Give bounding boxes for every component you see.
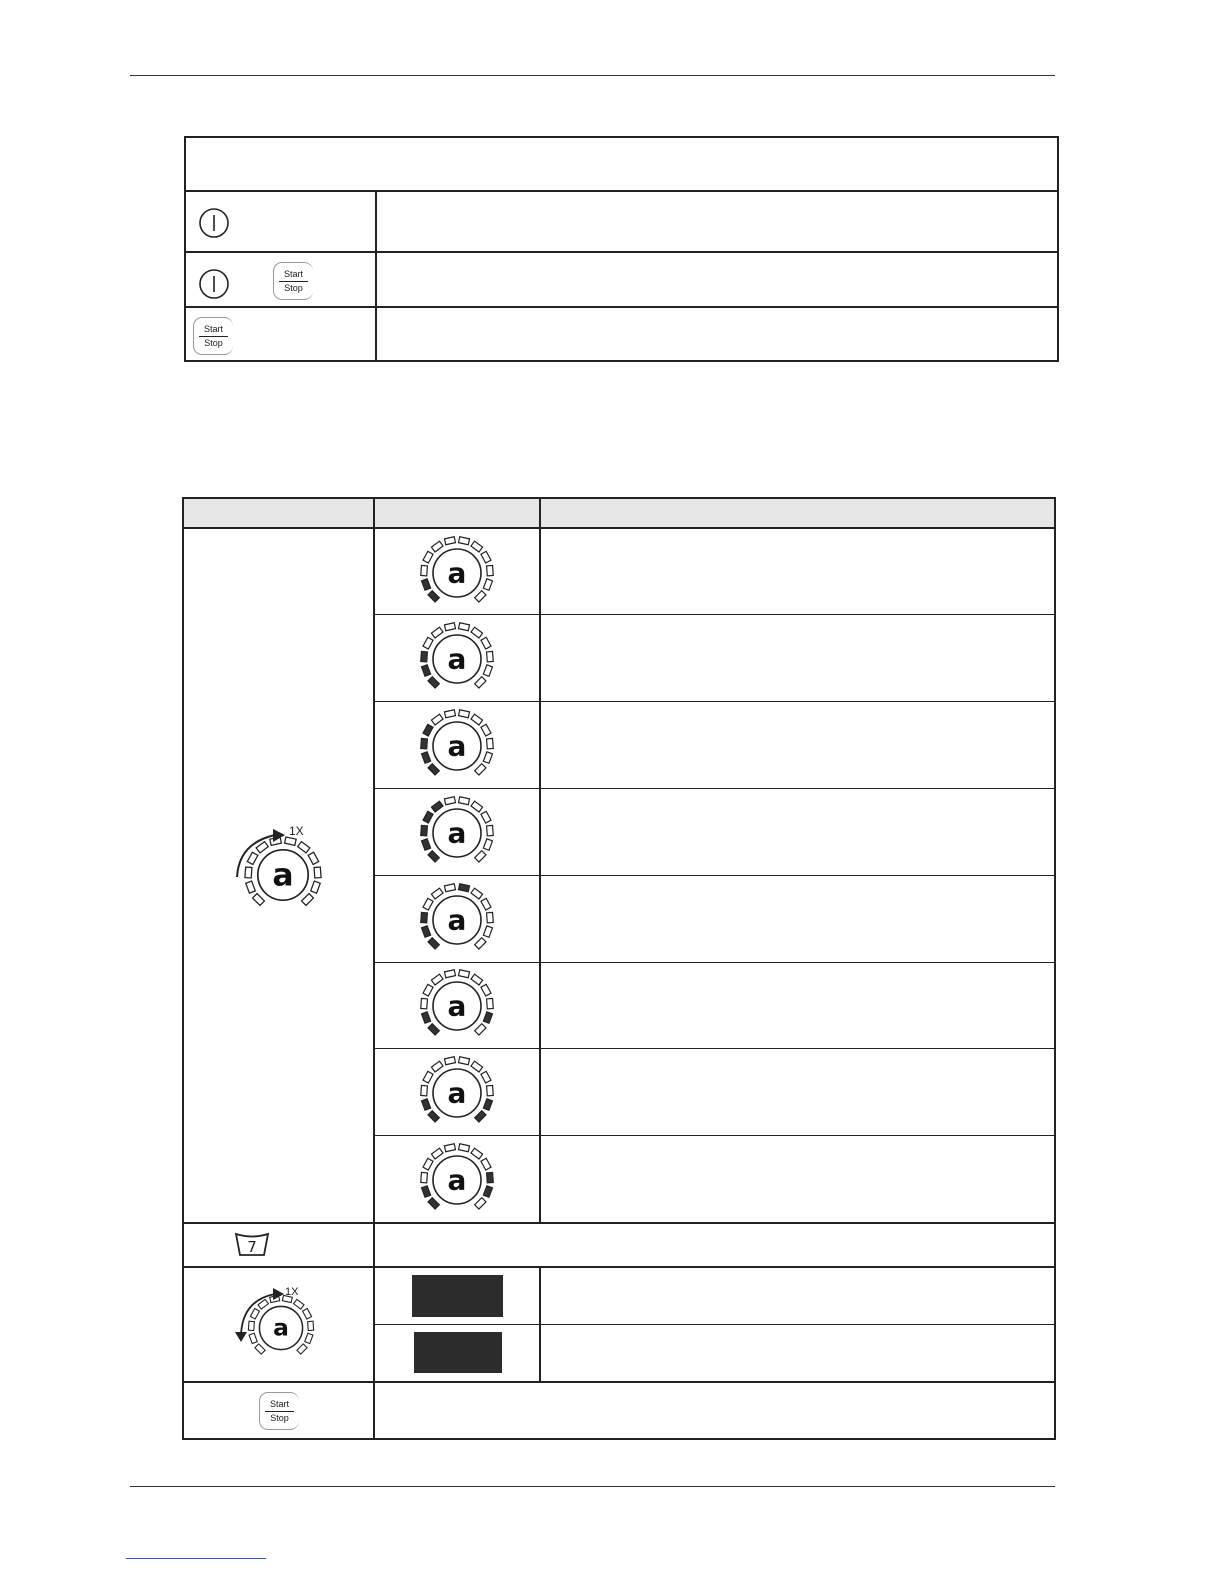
dial-segment: [487, 825, 494, 835]
dial-segment: [294, 1299, 304, 1309]
dial-segment: [481, 898, 491, 910]
dial-segment: [285, 837, 297, 845]
dial-segment: [458, 970, 469, 978]
table-2-row-line: [182, 1266, 1056, 1268]
dial-segment: [314, 867, 321, 878]
dial-segment: [444, 623, 455, 631]
dial-segment: [458, 1057, 469, 1065]
dial-segment: [421, 825, 428, 835]
table-2-header-line: [182, 527, 1056, 529]
dial-segment: [423, 1071, 433, 1083]
wash-tub-7-icon: [234, 1230, 270, 1258]
dial-segment: [428, 677, 439, 688]
dial-segment: [444, 884, 455, 892]
dial-segment: [471, 627, 483, 638]
top-rule: [130, 75, 1055, 76]
start-stop-button-icon: [259, 1392, 299, 1430]
dial-segment: [428, 1111, 439, 1122]
dial-segment: [421, 565, 428, 575]
dial-segment: [475, 1198, 486, 1209]
dial-segment: [422, 752, 431, 763]
dial-segment: [487, 738, 494, 748]
dial-segment: [458, 797, 469, 805]
dial-segment: [421, 998, 428, 1008]
dial-glyph: a: [447, 903, 467, 937]
dial-glyph: a: [447, 989, 467, 1023]
dial-glyph: a: [447, 816, 467, 850]
dial-segment: [431, 627, 443, 638]
wash-tub-number: 7: [247, 1238, 257, 1256]
table-1-row-line: [184, 190, 1059, 192]
start-label: Start: [265, 1393, 294, 1412]
dial-segment: [423, 984, 433, 996]
dial-segment: [487, 565, 494, 575]
dial-segment: [297, 1344, 307, 1354]
stop-label: Stop: [284, 283, 303, 293]
dial-segment: [475, 851, 486, 862]
dial-segment: [481, 1158, 491, 1170]
table-2-row-line: [374, 875, 1056, 876]
dial-segment: [471, 1061, 483, 1072]
table-2-col-line: [373, 497, 375, 1440]
dial-segment: [431, 1148, 443, 1159]
dial-indicator-icon: [416, 965, 498, 1047]
dial-segment: [431, 541, 443, 552]
footer-link-underline[interactable]: [126, 1558, 266, 1559]
stop-label: Stop: [204, 338, 223, 348]
dial-segment: [423, 1158, 433, 1170]
dial-segment: [302, 894, 314, 906]
dial-segment: [247, 852, 258, 864]
dial-segment: [475, 764, 486, 775]
dial-segment: [444, 1057, 455, 1065]
dial-turn-label: 1X: [289, 824, 304, 838]
table-1: [184, 136, 1059, 362]
dial-segment: [458, 1144, 469, 1152]
dial-segment: [422, 1099, 431, 1110]
start-stop-button-icon: [273, 262, 313, 300]
table-2-row-line: [374, 614, 1056, 615]
dial-segment: [444, 710, 455, 718]
start-label: Start: [279, 263, 308, 282]
dial-segment: [422, 665, 431, 676]
dial-segment: [458, 884, 469, 892]
dial-segment: [256, 842, 268, 853]
dial-segment: [431, 801, 443, 812]
dial-segment: [471, 714, 483, 725]
table-2-row-line: [182, 1222, 1056, 1224]
table-1-row-line: [184, 306, 1059, 308]
dial-segment: [423, 551, 433, 563]
dial-segment: [475, 938, 486, 949]
dial-glyph: a: [447, 1163, 467, 1197]
display-panel: [414, 1332, 502, 1373]
dial-segment: [258, 1299, 268, 1309]
dial-segment: [471, 1148, 483, 1159]
dial-segment: [483, 752, 492, 763]
dial-segment: [423, 811, 433, 823]
dial-segment: [249, 1333, 257, 1343]
dial-segment: [481, 811, 491, 823]
dial-segment: [481, 637, 491, 649]
dial-segment: [423, 724, 433, 736]
dial-segment: [481, 1071, 491, 1083]
dial-segment: [428, 764, 439, 775]
dial-glyph: a: [272, 857, 294, 894]
dial-segment: [421, 1172, 428, 1182]
dial-segment: [421, 912, 428, 922]
dial-segment: [428, 591, 439, 602]
table-1-row-line: [184, 251, 1059, 253]
dial-segment: [475, 591, 486, 602]
power-icon: [198, 268, 230, 300]
table-2-row-line: [374, 788, 1056, 789]
dial-segment: [471, 888, 483, 899]
dial-segment: [421, 738, 428, 748]
dial-segment: [481, 551, 491, 563]
dial-segment: [245, 867, 252, 878]
dial-segment: [487, 998, 494, 1008]
dial-indicator-icon: [416, 1139, 498, 1221]
program-dial-icon: [233, 1280, 328, 1375]
dial-segment: [483, 665, 492, 676]
dial-segment: [483, 839, 492, 850]
table-2-row-line: [374, 1048, 1056, 1049]
dial-segment: [311, 881, 321, 893]
dial-glyph: a: [273, 1313, 289, 1342]
dial-segment: [303, 1309, 312, 1319]
dial-segment: [423, 898, 433, 910]
dial-segment: [305, 1333, 313, 1343]
dial-segment: [487, 912, 494, 922]
dial-segment: [444, 970, 455, 978]
dial-glyph: a: [447, 556, 467, 590]
dial-segment: [428, 1024, 439, 1035]
display-panel: [412, 1275, 503, 1317]
dial-segment: [431, 1061, 443, 1072]
dial-glyph: a: [447, 642, 467, 676]
dial-segment: [458, 537, 469, 545]
start-label: Start: [199, 318, 228, 337]
dial-segment: [483, 926, 492, 937]
table-2-col-line: [539, 497, 541, 528]
dial-segment: [422, 1012, 431, 1023]
dial-segment: [444, 1144, 455, 1152]
table-2-row-line: [374, 962, 1056, 963]
dial-segment: [481, 984, 491, 996]
dial-segment: [475, 1111, 486, 1122]
dial-segment: [421, 651, 428, 661]
dial-segment: [458, 623, 469, 631]
table-1-col-line: [375, 190, 377, 362]
dial-segment: [471, 541, 483, 552]
dial-segment: [253, 894, 265, 906]
dial-segment: [248, 1321, 254, 1330]
table-2-row-line: [374, 1135, 1056, 1136]
dial-segment: [421, 1085, 428, 1095]
dial-segment: [422, 926, 431, 937]
dial-indicator-icon: [416, 618, 498, 700]
dial-indicator-icon: [416, 879, 498, 961]
dial-segment: [444, 537, 455, 545]
dial-indicator-icon: [416, 705, 498, 787]
dial-segment: [431, 974, 443, 985]
dial-segment: [483, 579, 492, 590]
table-2-row-line: [374, 1324, 1056, 1325]
start-stop-button-icon: [193, 317, 233, 355]
dial-segment: [458, 710, 469, 718]
dial-segment: [487, 651, 494, 661]
dial-segment: [431, 714, 443, 725]
dial-segment: [422, 839, 431, 850]
dial-indicator-icon: [416, 792, 498, 874]
dial-segment: [246, 881, 256, 893]
dial-segment: [428, 851, 439, 862]
dial-segment: [471, 801, 483, 812]
power-icon: [198, 207, 230, 239]
dial-segment: [308, 1321, 314, 1330]
stop-label: Stop: [270, 1413, 289, 1423]
dial-segment: [423, 637, 433, 649]
dial-segment: [255, 1344, 265, 1354]
table-2-row-line: [182, 1381, 1056, 1383]
dial-segment: [487, 1085, 494, 1095]
dial-segment: [475, 677, 486, 688]
dial-segment: [428, 1198, 439, 1209]
program-dial-icon: [228, 820, 338, 930]
dial-segment: [483, 1186, 492, 1197]
dial-segment: [444, 797, 455, 805]
dial-glyph: a: [447, 1076, 467, 1110]
dial-indicator-icon: [416, 1052, 498, 1134]
dial-segment: [422, 1186, 431, 1197]
dial-segment: [471, 974, 483, 985]
rotate-arrow-head: [235, 1332, 247, 1342]
dial-segment: [431, 888, 443, 899]
dial-segment: [481, 724, 491, 736]
dial-segment: [483, 1012, 492, 1023]
table-2-row-line: [374, 701, 1056, 702]
dial-turn-label: 1X: [285, 1286, 299, 1298]
dial-glyph: a: [447, 729, 467, 763]
bottom-rule: [130, 1486, 1055, 1487]
dial-segment: [483, 1099, 492, 1110]
dial-indicator-icon: [416, 532, 498, 614]
dial-segment: [422, 579, 431, 590]
dial-segment: [298, 842, 310, 853]
dial-segment: [475, 1024, 486, 1035]
dial-segment: [487, 1172, 494, 1182]
dial-segment: [250, 1309, 259, 1319]
dial-segment: [428, 938, 439, 949]
dial-segment: [308, 852, 319, 864]
